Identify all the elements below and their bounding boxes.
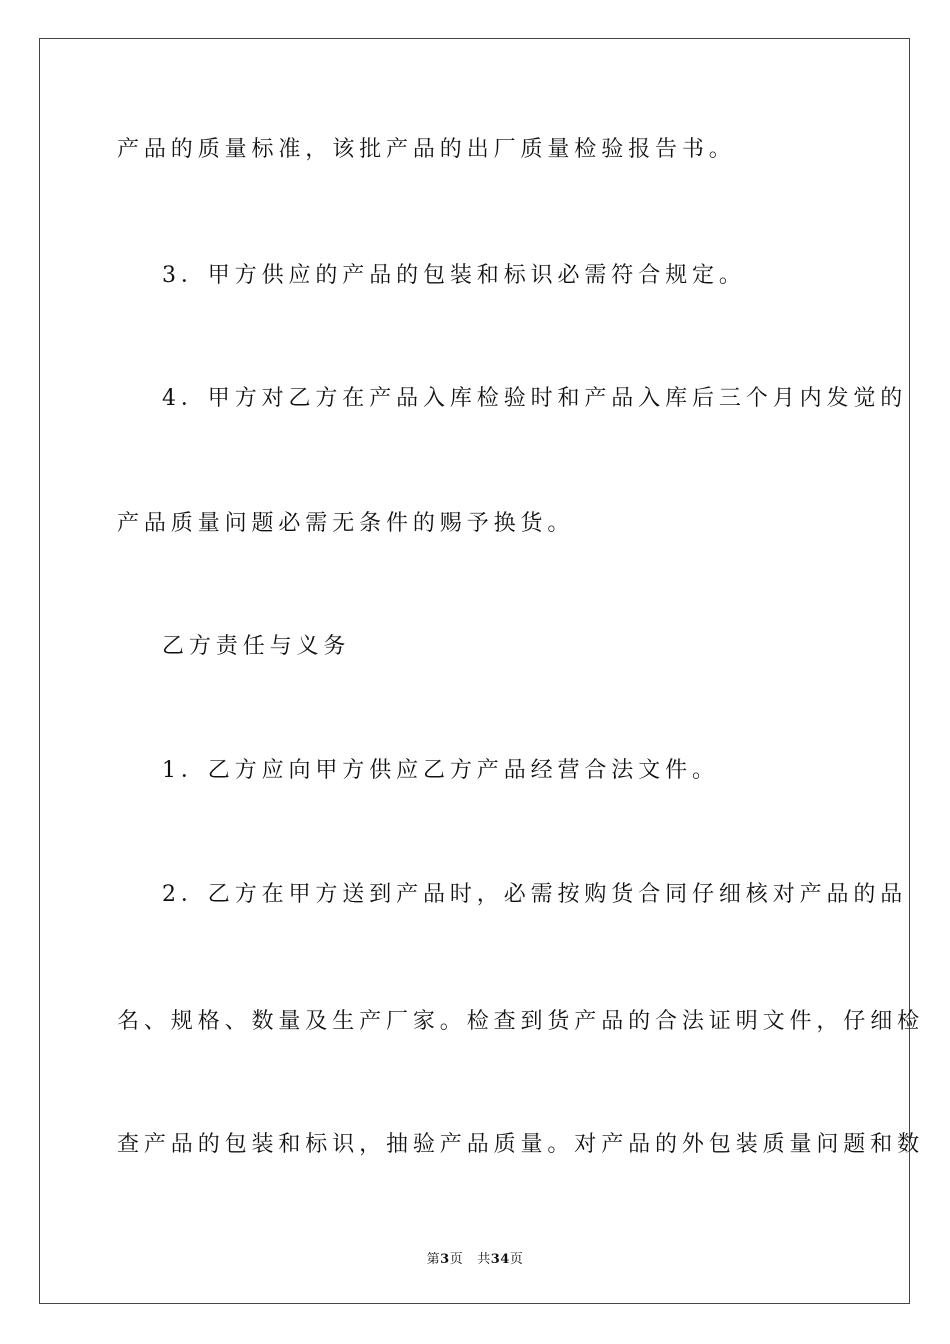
paragraph-line-1: 产品的质量标准，该批产品的出厂质量检验报告书。 bbox=[117, 137, 736, 162]
total-suffix: 页 bbox=[509, 1252, 524, 1267]
paragraph-line-8: 名、规格、数量及生产厂家。检查到货产品的合法证明文件，仔细检 bbox=[117, 1009, 925, 1034]
page-footer bbox=[0, 1248, 950, 1267]
paragraph-line-2: 3．甲方供应的产品的包装和标识必需符合规定。 bbox=[162, 263, 746, 288]
page-suffix: 页 bbox=[449, 1252, 464, 1267]
page-border bbox=[39, 38, 910, 1304]
paragraph-line-7: 2．乙方在甲方送到产品时，必需按购货合同仔细核对产品的品 bbox=[162, 882, 908, 907]
page-prefix: 第 bbox=[426, 1252, 441, 1267]
paragraph-line-6: 1．乙方应向甲方供应乙方产品经营合法文件。 bbox=[162, 758, 719, 783]
paragraph-line-4: 产品质量问题必需无条件的赐予换货。 bbox=[117, 511, 575, 536]
total-pages: 34 bbox=[490, 1252, 510, 1267]
section-heading: 乙方责任与义务 bbox=[162, 634, 351, 659]
paragraph-line-9: 查产品的包装和标识，抽验产品质量。对产品的外包装质量问题和数 bbox=[117, 1132, 925, 1157]
page-number: 3 bbox=[440, 1252, 450, 1267]
total-prefix: 共 bbox=[477, 1252, 491, 1267]
paragraph-line-3: 4．甲方对乙方在产品入库检验时和产品入库后三个月内发觉的 bbox=[162, 386, 908, 411]
